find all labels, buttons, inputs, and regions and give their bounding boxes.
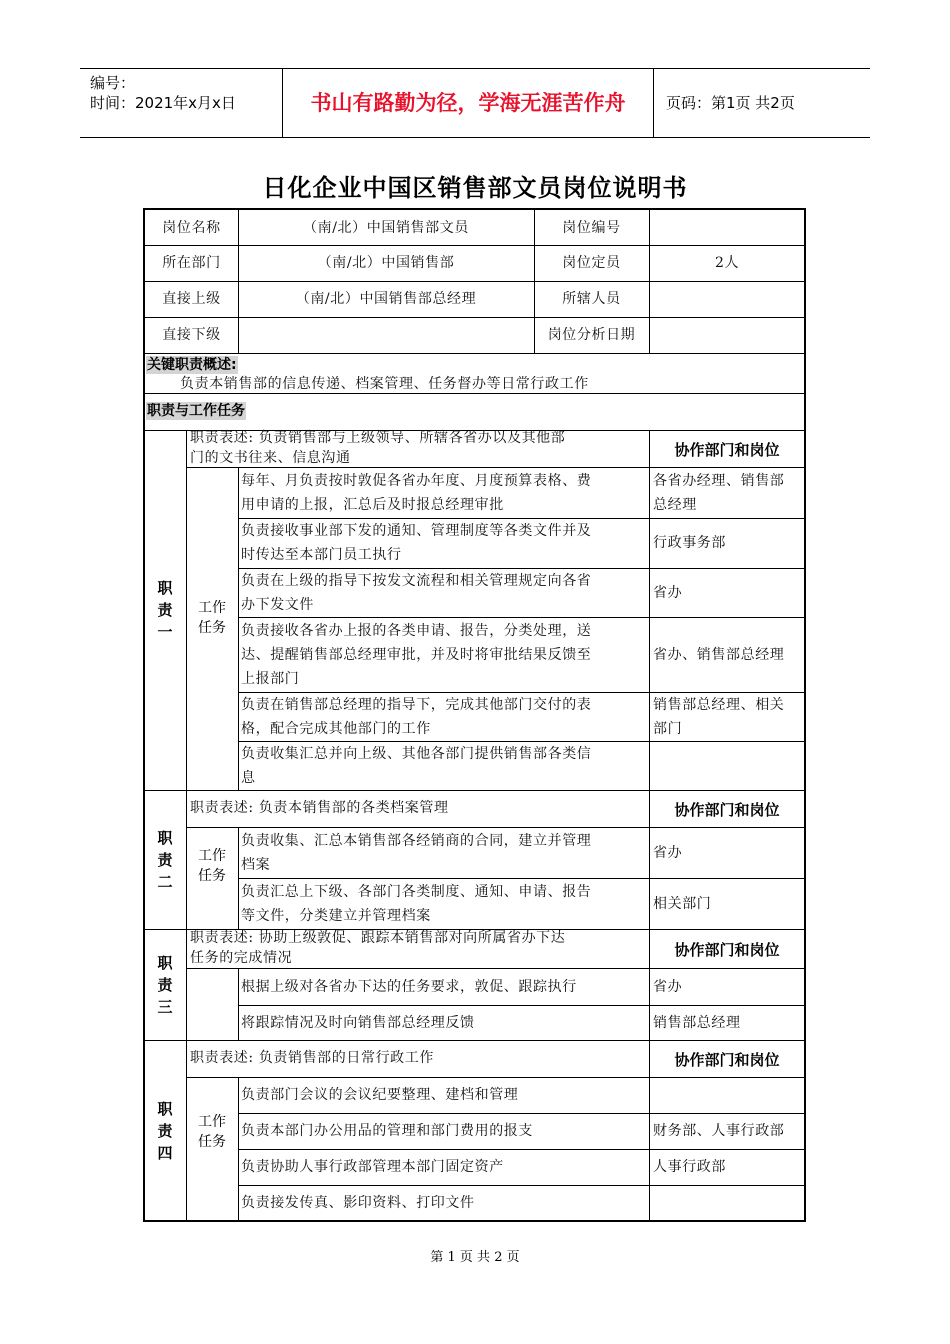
task-column-label-line: 工作: [198, 600, 226, 616]
task-column-label-line: 工作: [198, 1114, 226, 1130]
table-rule-h: [145, 245, 805, 246]
document-date-label: 时间：2021年x月x日: [90, 94, 236, 112]
coop-heading: 协作部门和岗位: [674, 940, 780, 959]
info-label: 岗位名称: [162, 219, 221, 236]
task-text-line: 负责在上级的指导下按发文流程和相关管理规定向各省: [241, 572, 592, 589]
duty-label: [155, 952, 175, 1018]
task-coop-line: 销售部总经理、相关: [653, 696, 785, 713]
duty-label-char: 二: [157, 872, 173, 891]
duty-label-char: 职: [157, 953, 173, 972]
info-label: 岗位定员: [562, 255, 621, 271]
task-text-line: 负责本部门办公用品的管理和部门费用的报支: [241, 1123, 533, 1139]
duty-label-char: 四: [157, 1143, 173, 1162]
task-text-line: 格，配合完成其他部门的工作: [241, 720, 431, 737]
table-rule-h: [145, 317, 805, 318]
task-text-line: 用申请的上报，汇总后及时报总经理审批: [241, 496, 504, 513]
duty-label-char: 责: [157, 975, 173, 994]
task-text-line: 负责在销售部总经理的指导下，完成其他部门交付的表: [241, 696, 592, 713]
table-rule-v: [186, 1040, 187, 1221]
duty-statement: [190, 428, 650, 468]
task-coop: [653, 693, 808, 741]
task-coop-line: 总经理: [653, 496, 697, 513]
task-column-label: [194, 846, 230, 886]
duty-statement: [190, 928, 650, 968]
table-rule-h: [238, 1149, 805, 1150]
table-rule-h: [145, 393, 805, 394]
task-column-label-line: 工作: [198, 848, 226, 864]
task-column-label: [194, 1112, 230, 1152]
page-footer: 第 1 页 共 2 页: [430, 1250, 520, 1265]
duty-label: [155, 577, 175, 643]
table-rule-v: [186, 929, 187, 1040]
task-text-line: 负责接收事业部下发的通知、管理制度等各类文件并及: [241, 523, 592, 539]
coop-heading: 协作部门和岗位: [674, 800, 780, 819]
duty-statement-line: 职责表述: 负责本销售部的各类档案管理: [190, 799, 449, 816]
task-coop-line: 省办: [653, 584, 683, 601]
task-coop-line: 相关部门: [653, 895, 712, 912]
task-text-line: 负责收集汇总并向上级、其他各部门提供销售部各类信: [241, 745, 592, 762]
coop-heading: 协作部门和岗位: [674, 1050, 780, 1069]
info-value: 2人: [714, 255, 740, 271]
task-text: [241, 1119, 651, 1143]
task-coop: [653, 1155, 808, 1179]
task-coop-line: 财务部、人事行政部: [653, 1123, 785, 1139]
table-rule-h: [238, 1005, 805, 1006]
table-rule-h: [186, 968, 805, 969]
duty-statement-line: 职责表述: 协助上级敦促、跟踪本销售部对向所属省办下达: [190, 929, 566, 946]
task-coop: [653, 841, 808, 865]
table-rule-v: [238, 968, 239, 1040]
task-text-line: 上报部门: [241, 670, 300, 687]
duty-label-char: 责: [157, 1121, 173, 1140]
duty-statement-line: 职责表述: 负责销售部的日常行政工作: [190, 1049, 434, 1066]
table-rule-h: [238, 1113, 805, 1114]
task-coop-line: 省办: [653, 978, 683, 995]
info-value: （南/北）中国销售部文员: [303, 219, 469, 236]
task-text-line: 负责接收各省办上报的各类申请、报告，分类处理，送: [241, 622, 592, 639]
task-column-label-line: 任务: [198, 1134, 226, 1150]
coop-heading: 协作部门和岗位: [674, 440, 780, 459]
duty-label-char: 三: [157, 997, 173, 1016]
task-text: [241, 619, 651, 691]
table-rule-v: [186, 790, 187, 929]
info-label: 所在部门: [162, 255, 221, 271]
task-coop: [653, 1011, 808, 1035]
duty-statement-line: 门的文书往来、信息沟通: [190, 449, 351, 466]
table-rule-h: [145, 1040, 805, 1041]
task-text-line: 档案: [241, 856, 271, 873]
task-text: [241, 742, 651, 790]
task-coop: [653, 1119, 808, 1143]
task-coop-line: 部门: [653, 720, 683, 737]
duty-label-char: 职: [157, 1099, 173, 1118]
task-coop: [653, 531, 808, 555]
task-text-line: 负责接发传真、影印资料、打印文件: [241, 1195, 475, 1211]
info-label: 所辖人员: [562, 291, 621, 307]
task-text: [241, 880, 651, 928]
task-text-line: 每年、月负责按时敦促各省办年度、月度预算表格、费: [241, 472, 592, 489]
task-coop: [653, 643, 808, 667]
task-coop-line: 行政事务部: [653, 535, 726, 551]
duty-statement-line: 职责表述: 负责销售部与上级领导、所辖各省办以及其他部: [190, 429, 566, 446]
task-text: [241, 1191, 651, 1215]
task-text: [241, 569, 651, 617]
duty-statement-line: 任务的完成情况: [190, 949, 293, 966]
header-meta: [80, 69, 283, 137]
task-text-line: 负责部门会议的会议纪要整理、建档和管理: [241, 1087, 519, 1103]
info-label: 岗位编号: [562, 219, 621, 236]
info-label: 岗位分析日期: [547, 327, 636, 343]
task-coop: [653, 469, 808, 517]
job-description-table: [143, 208, 806, 1222]
header-page-number: 页码：第1页 共2页: [666, 94, 795, 112]
duty-label: [155, 1098, 175, 1164]
task-coop-line: 省办: [653, 844, 683, 861]
task-text-line: 将跟踪情况及时向销售部总经理反馈: [241, 1014, 475, 1031]
duty-label-char: 职: [157, 828, 173, 847]
task-column-label-line: 任务: [198, 868, 226, 884]
task-text-line: 达、提醒销售部总经理审批，并及时将审批结果反馈至: [241, 646, 592, 663]
task-text: [241, 693, 651, 741]
task-text-line: 负责收集、汇总本销售部各经销商的合同，建立并管理: [241, 832, 592, 849]
duty-statement: [190, 798, 650, 818]
duty-label-char: 责: [157, 850, 173, 869]
task-coop-line: 销售部总经理: [653, 1014, 741, 1031]
task-column-label-line: 任务: [198, 620, 226, 636]
task-text: [241, 1155, 651, 1179]
document-title: 日化企业中国区销售部文员岗位说明书: [262, 174, 688, 202]
table-rule-h: [145, 790, 805, 791]
table-rule-v: [238, 210, 239, 353]
task-text: [241, 1083, 651, 1107]
task-column-label: [194, 598, 230, 638]
duty-label: [155, 827, 175, 893]
task-text-line: 根据上级对各省办下达的任务要求，敦促、跟踪执行: [241, 978, 577, 995]
table-rule-h: [145, 1221, 805, 1222]
info-value: （南/北）中国销售部总经理: [295, 291, 477, 307]
duty-label-char: 一: [157, 623, 173, 641]
duties-heading: 职责与工作任务: [147, 403, 245, 419]
summary-heading: 关键职责概述:: [147, 357, 237, 373]
info-value: （南/北）中国销售部: [317, 255, 455, 271]
document-header: [80, 68, 870, 138]
task-text-line: 负责汇总上下级、各部门各类制度、通知、申请、报告: [241, 883, 592, 900]
task-coop-line: 人事行政部: [653, 1159, 726, 1175]
duty-label-char: 职: [157, 579, 173, 597]
info-label: 直接下级: [162, 327, 221, 343]
task-text: [241, 1011, 651, 1035]
task-coop-line: 省办、销售部总经理: [653, 646, 785, 663]
task-text-line: 时传达至本部门员工执行: [241, 547, 402, 563]
table-rule-h: [145, 281, 805, 282]
task-text-line: 等文件，分类建立并管理档案: [241, 907, 431, 924]
task-text: [241, 519, 651, 567]
document-number-label: 编号：: [90, 74, 136, 92]
table-rule-v: [186, 430, 187, 790]
header-motto: 书山有路勤为径，学海无涯苦作舟: [283, 69, 654, 137]
table-rule-h: [238, 1185, 805, 1186]
task-text: [241, 975, 651, 999]
summary-text: 负责本销售部的信息传递、档案管理、任务督办等日常行政工作: [180, 376, 589, 392]
table-rule-h: [145, 353, 805, 354]
duty-label-char: 责: [157, 601, 173, 619]
task-text-line: 负责协助人事行政部管理本部门固定资产: [241, 1159, 504, 1175]
task-coop-line: 各省办经理、销售部: [653, 472, 785, 489]
duty-statement: [190, 1048, 650, 1068]
task-text: [241, 469, 651, 517]
task-coop: [653, 892, 808, 916]
table-rule-v: [534, 210, 535, 353]
table-rule-v: [649, 210, 650, 353]
info-label: 直接上级: [162, 291, 221, 307]
task-coop: [653, 581, 808, 605]
task-text-line: 办下发文件: [241, 596, 314, 613]
task-coop: [653, 975, 808, 999]
table-rule-h: [186, 1077, 805, 1078]
task-text-line: 息: [241, 769, 256, 786]
task-text: [241, 829, 651, 877]
